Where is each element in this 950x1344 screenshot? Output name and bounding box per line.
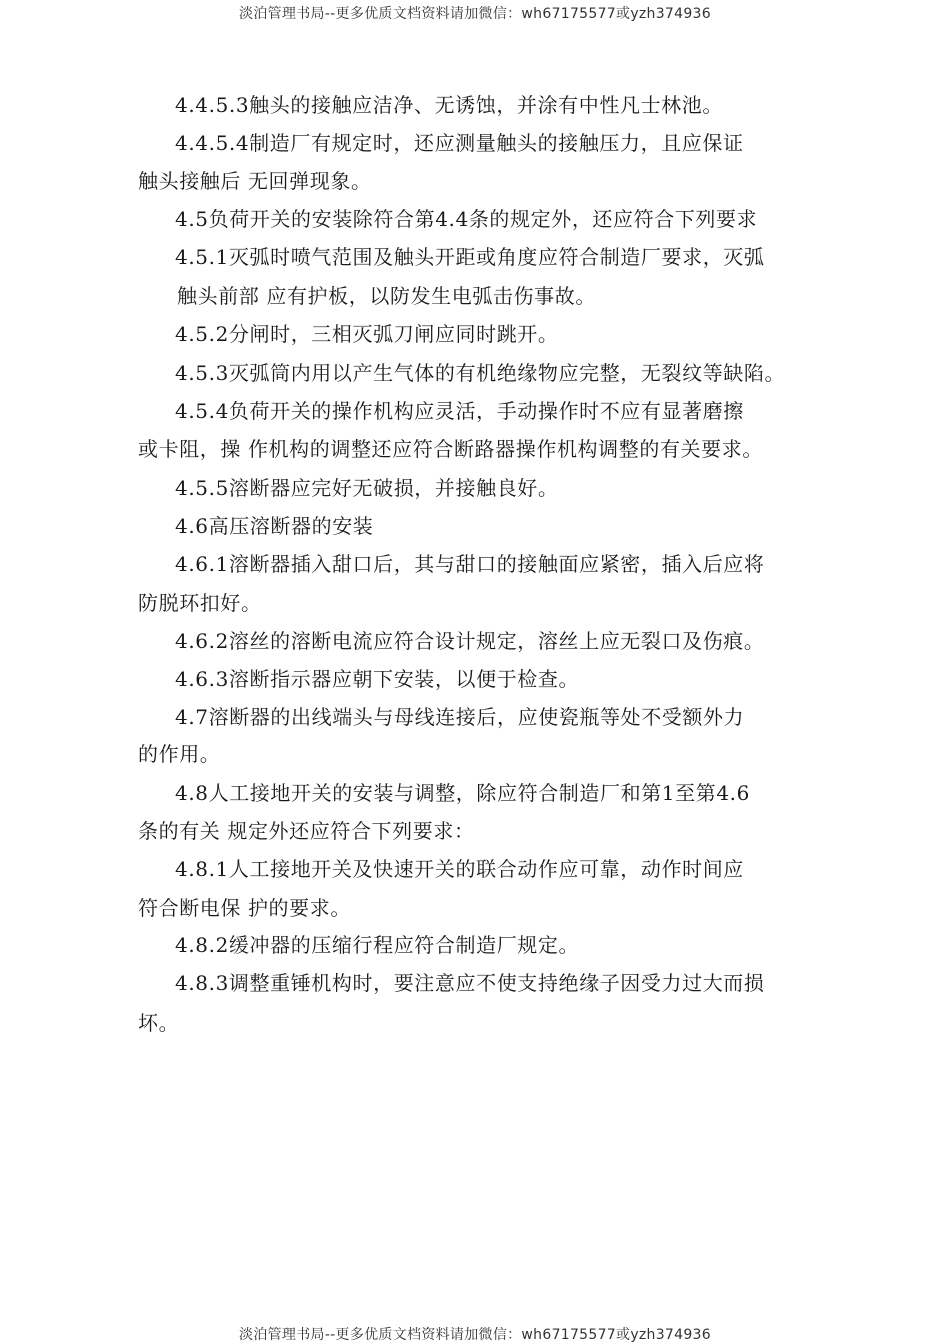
text-line: 4.8.2缓冲器的压缩行程应符合制造厂规定。	[175, 933, 580, 957]
text-line: 坏。	[138, 1011, 180, 1035]
text-line: 4.4.5.4制造厂有规定时，还应测量触头的接触压力，且应保证	[175, 131, 744, 155]
text-line: 4.5.5溶断器应完好无破损，并接触良好。	[175, 476, 559, 500]
header-watermark: 淡泊管理书局--更多优质文档资料请加微信：wh67175577或yzh374936	[239, 6, 711, 22]
text-line: 4.5.2分闸时，三相灭弧刀闸应同时跳开。	[175, 322, 559, 346]
text-line: 4.5负荷开关的安装除符合第4.4条的规定外，还应符合下列要求	[175, 207, 758, 231]
text-line: 符合断电保 护的要求。	[138, 896, 351, 920]
text-line: 4.6.1溶断器插入甜口后，其与甜口的接触面应紧密，插入后应将	[175, 552, 765, 576]
text-line: 条的有关 规定外还应符合下列要求：	[138, 819, 475, 843]
text-line: 4.6.2溶丝的溶断电流应符合设计规定，溶丝上应无裂口及伤痕。	[175, 629, 765, 653]
text-line: 触头前部 应有护板，以防发生电弧击伤事故。	[177, 284, 596, 308]
text-line: 4.8.1人工接地开关及快速开关的联合动作应可靠，动作时间应	[175, 857, 744, 881]
text-line: 4.5.4负荷开关的操作机构应灵活，手动操作时不应有显著磨擦	[175, 399, 744, 423]
text-line: 或卡阻，操 作机构的调整还应符合断路器操作机构调整的有关要求。	[138, 437, 763, 461]
text-line: 触头接触后 无回弹现象。	[138, 169, 372, 193]
text-line: 4.5.1灭弧时喷气范围及触头开距或角度应符合制造厂要求，灭弧	[175, 245, 765, 269]
text-line: 的作用。	[138, 742, 221, 766]
text-line: 4.7溶断器的出线端头与母线连接后，应使瓷瓶等处不受额外力	[175, 705, 745, 729]
text-line: 4.8人工接地开关的安装与调整，除应符合制造厂和第1至第4.6	[175, 781, 750, 805]
text-line: 4.5.3灭弧筒内用以产生气体的有机绝缘物应完整，无裂纹等缺陷。	[175, 361, 786, 385]
text-line: 4.6.3溶断指示器应朝下安装，以便于检查。	[175, 667, 580, 691]
text-line: 4.6高压溶断器的安装	[175, 514, 374, 538]
text-line: 4.4.5.3触头的接触应洁净、无诱蚀，并涂有中性凡士林池。	[175, 93, 723, 117]
text-line: 4.8.3调整重锤机构时，要注意应不使支持绝缘子因受力过大而损	[175, 971, 765, 995]
text-line: 防脱环扣好。	[138, 591, 262, 615]
footer-watermark: 淡泊管理书局--更多优质文档资料请加微信：wh67175577或yzh374936	[239, 1327, 711, 1343]
